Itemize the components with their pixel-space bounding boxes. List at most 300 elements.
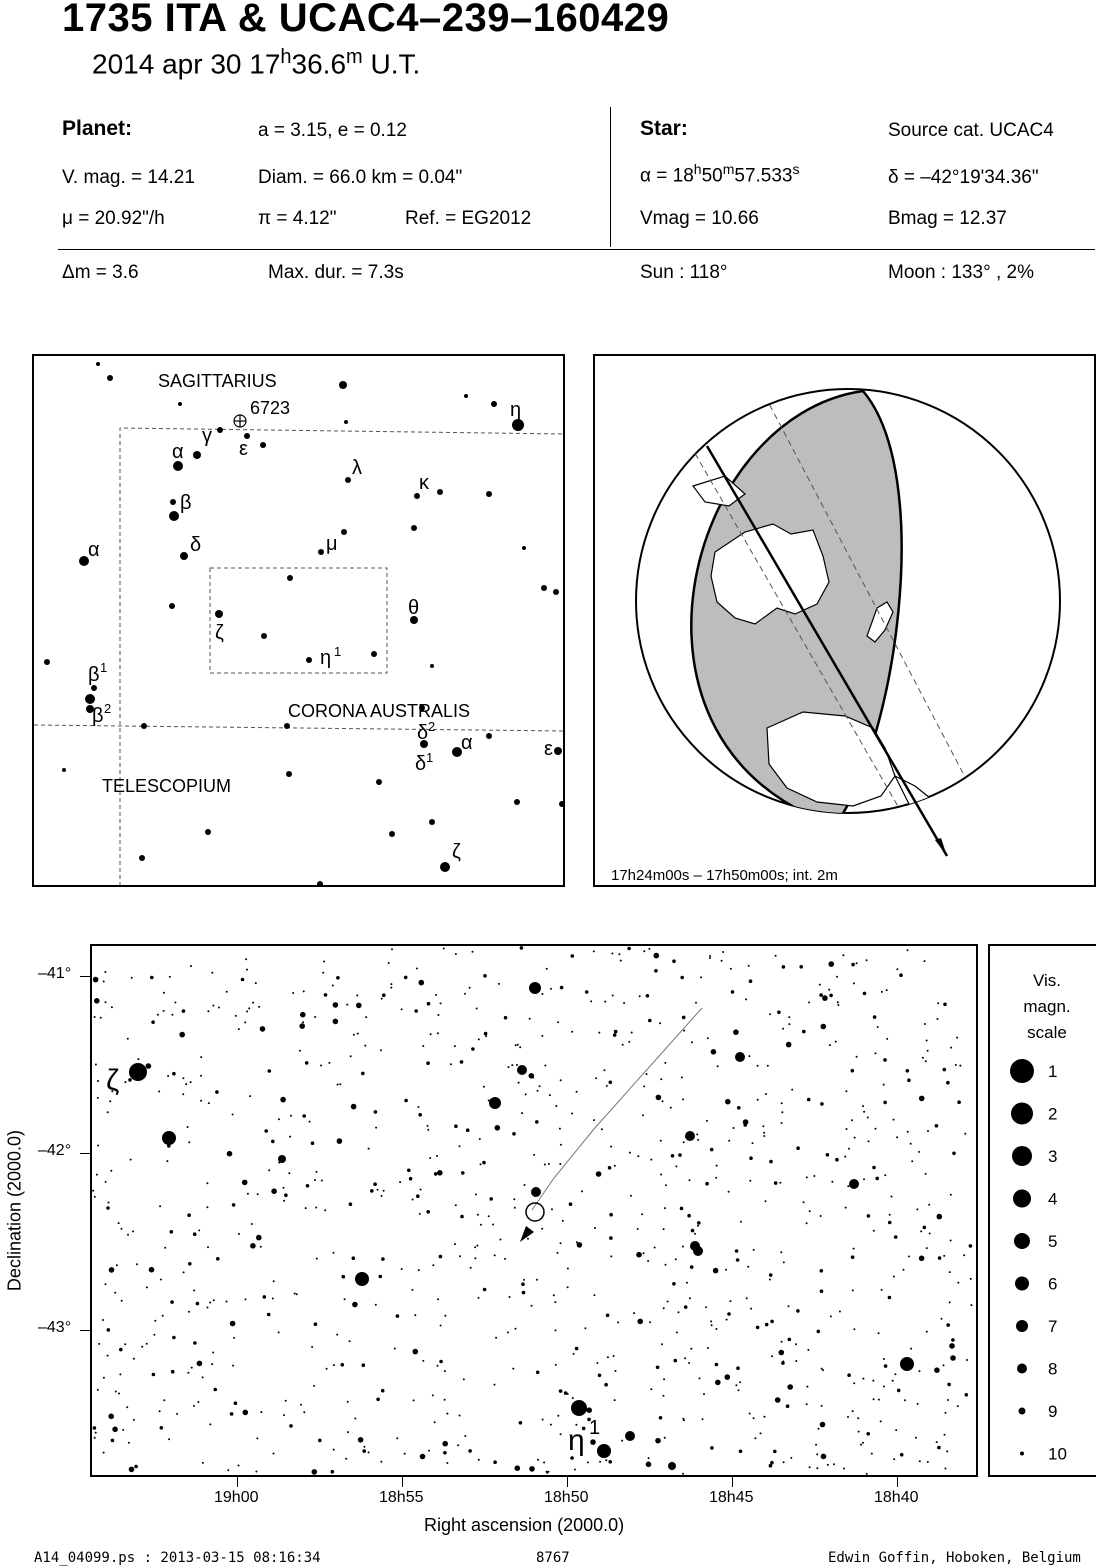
field-star bbox=[684, 1305, 688, 1309]
field-star bbox=[917, 1403, 919, 1405]
ra-tick-1850 bbox=[567, 1477, 568, 1487]
field-star bbox=[202, 1462, 204, 1464]
field-star bbox=[368, 1451, 370, 1453]
finder-star bbox=[376, 779, 382, 785]
field-star bbox=[475, 1193, 477, 1195]
field-star bbox=[900, 1453, 904, 1457]
field-star bbox=[715, 1328, 717, 1330]
field-star bbox=[182, 1077, 184, 1079]
field-star bbox=[213, 1299, 215, 1301]
field-star bbox=[614, 1030, 618, 1034]
field-star bbox=[572, 1397, 574, 1399]
field-star bbox=[422, 1045, 424, 1047]
field-star bbox=[684, 1357, 686, 1359]
field-star bbox=[739, 1450, 743, 1454]
field-star bbox=[344, 1298, 346, 1300]
field-star bbox=[636, 1252, 642, 1258]
field-star bbox=[364, 1045, 366, 1047]
legend-svg bbox=[990, 946, 1096, 1475]
field-star bbox=[700, 976, 702, 978]
field-star bbox=[926, 1040, 928, 1042]
field-star bbox=[548, 1471, 550, 1473]
field-star bbox=[694, 1233, 696, 1235]
field-star bbox=[483, 1288, 487, 1292]
field-star bbox=[382, 993, 386, 997]
field-star bbox=[866, 959, 868, 961]
moon-elongation: Moon : 133° , 2% bbox=[888, 262, 1034, 283]
field-star bbox=[733, 1127, 735, 1129]
field-star bbox=[404, 1099, 408, 1103]
field-star bbox=[337, 1084, 339, 1086]
field-star bbox=[207, 1307, 209, 1309]
field-star bbox=[674, 1359, 678, 1363]
field-star bbox=[892, 1380, 894, 1382]
field-star bbox=[114, 1292, 116, 1294]
field-star bbox=[412, 1199, 414, 1201]
field-star bbox=[710, 1320, 712, 1322]
finder-star bbox=[464, 394, 468, 398]
field-star bbox=[818, 1428, 820, 1430]
field-star bbox=[853, 1328, 855, 1330]
field-star bbox=[919, 1256, 925, 1262]
field-star bbox=[312, 1469, 318, 1475]
field-star bbox=[388, 962, 390, 964]
legend-mag-9: 9 bbox=[1048, 1402, 1058, 1421]
field-star bbox=[601, 1128, 603, 1130]
field-star bbox=[860, 1444, 862, 1446]
field-star bbox=[260, 1026, 266, 1032]
field-star bbox=[518, 1082, 520, 1084]
dec-tick-41 bbox=[80, 976, 90, 977]
field-star bbox=[919, 1460, 921, 1462]
field-star bbox=[460, 1060, 464, 1064]
finder-star bbox=[491, 401, 497, 407]
field-star bbox=[440, 1002, 442, 1004]
field-star bbox=[434, 1421, 436, 1423]
field-star bbox=[273, 1453, 275, 1455]
field-star bbox=[927, 1461, 929, 1463]
field-star bbox=[336, 976, 340, 980]
field-star bbox=[660, 1174, 662, 1176]
field-star bbox=[271, 1188, 277, 1194]
field-star bbox=[790, 1457, 792, 1459]
field-star bbox=[539, 1085, 541, 1087]
field-star bbox=[571, 1113, 573, 1115]
field-star bbox=[769, 1279, 771, 1281]
field-star bbox=[659, 1416, 663, 1420]
field-star bbox=[495, 1337, 497, 1339]
field-star bbox=[937, 1214, 943, 1220]
field-star bbox=[429, 1157, 431, 1159]
field-star bbox=[775, 955, 777, 957]
field-star bbox=[686, 1282, 688, 1284]
finder-chart-svg bbox=[34, 356, 563, 885]
field-star bbox=[796, 1146, 800, 1150]
constellation-sagittarius: SAGITTARIUS bbox=[158, 371, 277, 391]
field-star bbox=[444, 1399, 446, 1401]
finder-star bbox=[389, 831, 395, 837]
field-star bbox=[721, 960, 723, 962]
finder-star bbox=[107, 375, 113, 381]
legend-dot-mag-9 bbox=[1019, 1408, 1026, 1415]
field-star bbox=[356, 994, 358, 996]
field-star bbox=[845, 1090, 847, 1092]
field-star bbox=[216, 1257, 220, 1261]
field-star bbox=[469, 987, 471, 989]
field-star bbox=[409, 1177, 413, 1181]
greek-label-beta1: β bbox=[88, 664, 100, 686]
finder-star bbox=[180, 552, 188, 560]
field-star bbox=[115, 1391, 117, 1393]
field-star bbox=[654, 969, 658, 973]
field-star bbox=[884, 1364, 888, 1368]
field-star bbox=[121, 1228, 123, 1230]
field-star bbox=[847, 1185, 849, 1187]
field-star bbox=[482, 1161, 486, 1165]
field-star bbox=[173, 1135, 175, 1137]
field-star bbox=[374, 1110, 378, 1114]
field-star bbox=[419, 980, 425, 986]
finder-star bbox=[514, 799, 520, 805]
field-star bbox=[133, 1419, 135, 1421]
field-star bbox=[934, 1367, 940, 1373]
field-star bbox=[745, 998, 747, 1000]
star-bmag: Bmag = 12.37 bbox=[888, 208, 1007, 229]
field-star bbox=[551, 1208, 553, 1210]
field-star bbox=[544, 1065, 546, 1067]
field-star bbox=[246, 969, 248, 971]
field-star bbox=[919, 1370, 921, 1372]
y-axis-label: Declination (2000.0) bbox=[4, 1129, 25, 1292]
legend-dot-mag-4 bbox=[1013, 1190, 1031, 1208]
field-star bbox=[162, 1315, 164, 1317]
dec-tick-label-41: –41° bbox=[38, 965, 72, 982]
field-star bbox=[783, 1461, 785, 1463]
field-star bbox=[862, 1442, 864, 1444]
ra-tick-label-1855: 18h55 bbox=[379, 1489, 424, 1506]
field-star bbox=[729, 1300, 731, 1302]
field-star bbox=[862, 1378, 864, 1380]
field-star bbox=[476, 1008, 478, 1010]
field-star bbox=[614, 1399, 616, 1401]
x-axis-label: Right ascension (2000.0) bbox=[424, 1515, 625, 1535]
finder-star bbox=[96, 362, 100, 366]
field-star bbox=[536, 1371, 540, 1375]
field-star bbox=[102, 1319, 104, 1321]
field-star bbox=[847, 1416, 849, 1418]
field-star bbox=[908, 1256, 910, 1258]
star-heading: Star: bbox=[640, 117, 688, 140]
field-star bbox=[515, 1328, 517, 1330]
field-star bbox=[548, 1163, 550, 1165]
greek-label-eta1-sup: 1 bbox=[334, 644, 342, 659]
field-star bbox=[470, 1267, 472, 1269]
legend-mag-10: 10 bbox=[1048, 1444, 1067, 1464]
field-star bbox=[795, 1360, 797, 1362]
field-star bbox=[574, 1469, 576, 1471]
field-star bbox=[150, 976, 154, 980]
field-star bbox=[311, 1141, 315, 1145]
field-star bbox=[915, 1437, 917, 1439]
field-star bbox=[875, 1128, 877, 1130]
field-star bbox=[848, 1148, 850, 1150]
field-star bbox=[439, 1360, 443, 1364]
field-star bbox=[750, 1308, 752, 1310]
time-minutes: 36.6 bbox=[291, 48, 347, 80]
field-star bbox=[380, 1049, 382, 1051]
field-star bbox=[774, 1181, 778, 1185]
field-star bbox=[851, 963, 855, 967]
field-star bbox=[404, 1453, 406, 1455]
field-star bbox=[786, 1042, 792, 1048]
field-star bbox=[407, 1169, 411, 1173]
field-star bbox=[362, 1449, 366, 1453]
star-vmag: Vmag = 10.66 bbox=[640, 208, 759, 229]
field-star bbox=[418, 1113, 422, 1117]
field-star bbox=[432, 1394, 434, 1396]
field-star bbox=[232, 1114, 234, 1116]
field-star bbox=[320, 1065, 322, 1067]
magnitude-legend bbox=[988, 944, 1096, 1477]
field-star bbox=[128, 1442, 130, 1444]
field-star bbox=[96, 1174, 98, 1176]
field-star bbox=[670, 1107, 672, 1109]
field-star bbox=[819, 993, 823, 997]
star-dec: δ = –42°19'34.36" bbox=[888, 167, 1039, 188]
greek-label-epsilon-cra: ε bbox=[544, 738, 553, 760]
field-star bbox=[576, 1091, 578, 1093]
field-star bbox=[863, 992, 867, 996]
finder-star bbox=[85, 694, 95, 704]
field-star bbox=[188, 1262, 192, 1266]
field-star bbox=[806, 1222, 808, 1224]
field-star bbox=[185, 1083, 187, 1085]
finder-star bbox=[522, 546, 526, 550]
field-star bbox=[631, 1032, 633, 1034]
field-star bbox=[206, 1206, 208, 1208]
finder-star bbox=[170, 499, 176, 505]
field-star bbox=[571, 1031, 573, 1033]
field-star bbox=[158, 1091, 160, 1093]
field-star bbox=[703, 1393, 705, 1395]
field-star bbox=[477, 1214, 479, 1216]
field-star bbox=[937, 1446, 941, 1450]
field-star bbox=[665, 1184, 667, 1186]
finder-star bbox=[169, 511, 179, 521]
field-star bbox=[697, 1221, 701, 1225]
field-star bbox=[504, 1258, 506, 1260]
field-star bbox=[127, 1038, 129, 1040]
field-star bbox=[754, 1437, 756, 1439]
field-star bbox=[923, 1226, 927, 1230]
field-star bbox=[97, 1145, 99, 1147]
field-star bbox=[278, 1162, 280, 1164]
field-star bbox=[190, 1081, 192, 1083]
field-star bbox=[584, 1327, 586, 1329]
field-star bbox=[889, 1214, 891, 1216]
field-star bbox=[802, 1030, 806, 1034]
field-star bbox=[893, 1276, 895, 1278]
greek-label-beta2: β bbox=[92, 705, 104, 727]
field-star bbox=[285, 1400, 287, 1402]
field-star bbox=[354, 1418, 356, 1420]
field-star bbox=[663, 1378, 665, 1380]
field-star bbox=[494, 1384, 496, 1386]
field-star bbox=[182, 1009, 186, 1013]
finder-star bbox=[437, 489, 443, 495]
field-star bbox=[970, 1304, 972, 1306]
field-star bbox=[376, 1398, 380, 1402]
footer-number: 8767 bbox=[536, 1550, 570, 1566]
field-star bbox=[593, 950, 595, 952]
field-star bbox=[246, 1011, 248, 1013]
field-star bbox=[599, 1461, 601, 1463]
field-star bbox=[541, 993, 543, 995]
field-star bbox=[907, 949, 909, 951]
field-star bbox=[903, 1269, 905, 1271]
field-star bbox=[258, 1006, 260, 1008]
dec-tick-label-42: –42° bbox=[38, 1142, 72, 1159]
field-star bbox=[464, 993, 466, 995]
field-star bbox=[109, 1267, 115, 1273]
field-star bbox=[479, 1138, 481, 1140]
field-star bbox=[705, 1306, 707, 1308]
field-star bbox=[749, 1413, 751, 1415]
field-star bbox=[819, 984, 821, 986]
finder-stars bbox=[44, 362, 563, 885]
field-star bbox=[618, 953, 620, 955]
field-star bbox=[695, 1002, 697, 1004]
field-star bbox=[716, 1165, 718, 1167]
field-star bbox=[581, 1190, 583, 1192]
field-star bbox=[883, 1101, 887, 1105]
field-star bbox=[167, 1075, 169, 1077]
field-star bbox=[315, 1207, 317, 1209]
field-star bbox=[256, 1437, 258, 1439]
ra-tick-label-1900: 19h00 bbox=[214, 1489, 259, 1506]
field-star bbox=[437, 1170, 443, 1176]
field-star bbox=[227, 1151, 233, 1157]
field-star bbox=[655, 1438, 661, 1444]
field-star bbox=[188, 1311, 190, 1313]
field-star bbox=[689, 1297, 691, 1299]
greek-label-alpha-sgr: α bbox=[172, 441, 184, 463]
field-star bbox=[769, 1160, 773, 1164]
field-star bbox=[943, 1068, 947, 1072]
field-star bbox=[341, 1363, 345, 1367]
field-star bbox=[176, 1413, 178, 1415]
field-star bbox=[380, 1461, 382, 1463]
greek-label-kappa: κ bbox=[419, 472, 429, 494]
cluster-label-6723: 6723 bbox=[250, 398, 291, 418]
field-star bbox=[168, 1438, 170, 1440]
field-star bbox=[191, 1367, 193, 1369]
finder-star bbox=[287, 575, 293, 581]
field-star bbox=[866, 1432, 870, 1436]
ra-tick-label-1840: 18h40 bbox=[874, 1489, 919, 1506]
field-star-bright bbox=[668, 1462, 676, 1470]
field-star bbox=[722, 951, 724, 953]
star-source-catalog: Source cat. UCAC4 bbox=[888, 120, 1054, 141]
field-star bbox=[507, 1331, 509, 1333]
finder-star bbox=[284, 723, 290, 729]
field-star bbox=[260, 1246, 262, 1248]
field-star bbox=[846, 1128, 848, 1130]
field-star bbox=[780, 1251, 782, 1253]
label-eta1-sup: 1 bbox=[589, 1417, 601, 1439]
field-star bbox=[514, 1207, 516, 1209]
field-star bbox=[394, 1348, 396, 1350]
field-star bbox=[179, 1032, 185, 1038]
asteroid-arrow-icon bbox=[520, 1226, 534, 1242]
field-star bbox=[119, 1348, 123, 1352]
field-star bbox=[857, 1417, 859, 1419]
field-star bbox=[464, 1435, 466, 1437]
field-star bbox=[873, 1398, 875, 1400]
field-star bbox=[454, 1124, 458, 1128]
field-star bbox=[187, 1372, 189, 1374]
field-star bbox=[837, 1004, 839, 1006]
detail-chart-box bbox=[210, 568, 387, 673]
field-star bbox=[567, 1268, 569, 1270]
field-star bbox=[444, 1370, 446, 1372]
globe-time-caption: 17h24m00s – 17h50m00s; int. 2m bbox=[611, 867, 838, 884]
field-star bbox=[299, 1023, 305, 1029]
field-star bbox=[289, 1424, 293, 1428]
field-star bbox=[127, 1234, 129, 1236]
greek-label-mu: μ bbox=[326, 533, 338, 555]
field-star bbox=[725, 1269, 727, 1271]
field-star bbox=[863, 1178, 865, 1180]
field-star bbox=[118, 1393, 120, 1395]
field-star bbox=[610, 1146, 612, 1148]
field-star bbox=[746, 1297, 748, 1299]
field-star bbox=[396, 1437, 398, 1439]
field-star bbox=[642, 1114, 644, 1116]
greek-label-delta: δ bbox=[190, 534, 202, 556]
field-star bbox=[555, 1329, 557, 1331]
field-star bbox=[605, 1459, 607, 1461]
field-star bbox=[806, 1403, 808, 1405]
field-star bbox=[524, 1184, 526, 1186]
field-star bbox=[283, 1187, 285, 1189]
field-star bbox=[873, 1015, 877, 1019]
field-star bbox=[172, 1072, 176, 1076]
field-star bbox=[314, 1016, 316, 1018]
field-star bbox=[111, 1006, 113, 1008]
finder-star bbox=[215, 610, 223, 618]
field-star bbox=[844, 1156, 846, 1158]
field-star bbox=[116, 1264, 118, 1266]
field-star bbox=[654, 1247, 656, 1249]
field-star bbox=[321, 1180, 323, 1182]
field-star bbox=[104, 971, 106, 973]
field-star bbox=[383, 1190, 385, 1192]
field-star bbox=[196, 1302, 200, 1306]
field-star bbox=[837, 1001, 839, 1003]
finder-star bbox=[205, 829, 211, 835]
field-star bbox=[660, 1078, 662, 1080]
field-star bbox=[682, 1246, 684, 1248]
legend-title-line3: scale bbox=[1027, 1023, 1067, 1042]
field-star bbox=[324, 993, 328, 997]
field-star bbox=[350, 1055, 352, 1057]
field-star bbox=[313, 1385, 315, 1387]
field-star bbox=[663, 1228, 665, 1230]
ra-tick-1845 bbox=[732, 1477, 733, 1487]
field-star bbox=[950, 1355, 956, 1361]
field-star bbox=[454, 1243, 456, 1245]
